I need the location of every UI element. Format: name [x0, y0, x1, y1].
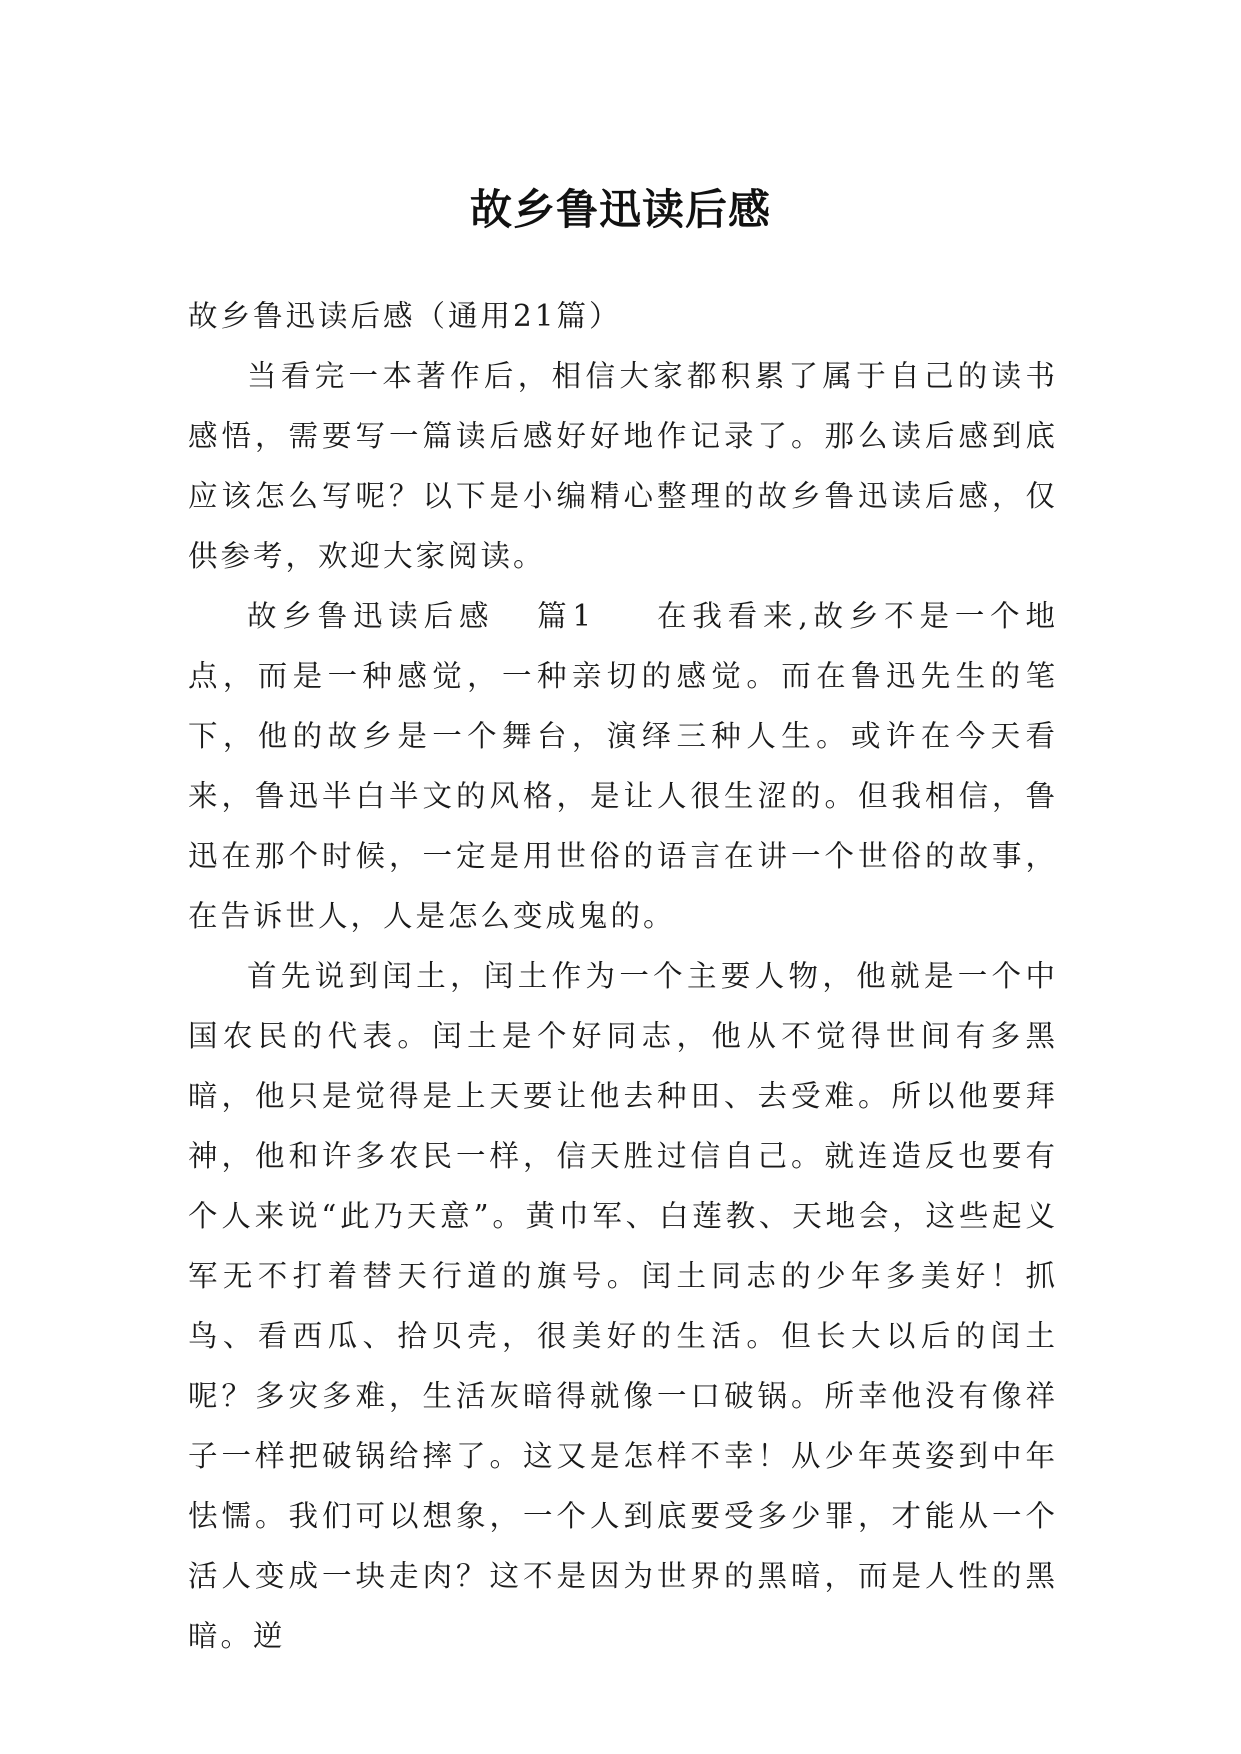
body-paragraph-2: 首先说到闰土，闰土作为一个主要人物，他就是一个中国农民的代表。闰土是个好同志，他从不觉得世间有多黑暗，他只是觉得是上天要让他去种田、去受难。所以他要拜神，他和许多农民一样，信天胜过信自己。就连造反也要有个人来说“此乃天意”。黄巾军、白莲教、天地会，这些起义军无不打着替天行道的旗号。闰土同志的少年多美好！抓鸟、看西瓜、拾贝壳，很美好的生活。但长大以后的闰土呢？多灾多难，生活灰暗得就像一口破锅。所幸他没有像祥子一样把破锅给摔了。这又是怎样不幸！从少年英姿到中年怯懦。我们可以想象，一个人到底要受多少罪，才能从一个活人变成一块走肉？这不是因为世界的黑暗，而是人性的黑暗。逆	[188, 959, 1058, 1653]
document-subtitle: 故乡鲁迅读后感（通用21篇）	[188, 299, 622, 333]
document-title: 故乡鲁迅读后感	[469, 185, 771, 235]
document-body	[188, 286, 1058, 1666]
article-1-paragraph	[188, 586, 1058, 946]
article-number: 篇1	[534, 599, 595, 633]
article-lead-text: 在我看来,故乡不是一个地点，而是一种感觉，一种亲切的感觉。而在鲁迅先生的笔下，他的故乡是一个舞台，演绎三种人生。或许在今天看来，鲁迅半白半文的风格，是让人很生涩的。但我相信，鲁迅在那个时候，一定是用世俗的语言在讲一个世俗的故事，在告诉世人，人是怎么变成鬼的。	[188, 599, 1058, 933]
intro-paragraph: 当看完一本著作后，相信大家都积累了属于自己的读书感悟，需要写一篇读后感好好地作记录了。那么读后感到底应该怎么写呢？以下是小编精心整理的故乡鲁迅读后感，仅供参考，欢迎大家阅读。	[188, 359, 1058, 573]
article-heading: 故乡鲁迅读后感	[247, 599, 495, 633]
